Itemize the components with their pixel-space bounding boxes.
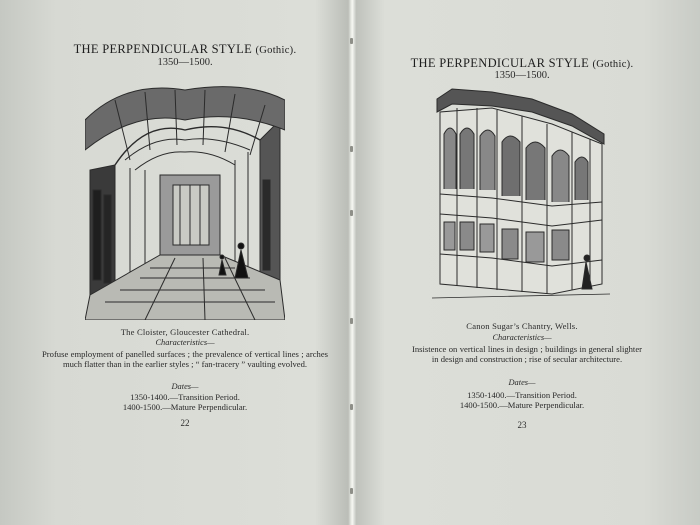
page-title-main: THE PERPENDICULAR STYLE (73, 42, 253, 56)
binding-stitch (350, 318, 353, 324)
page-title-suffix: (Gothic). (592, 59, 634, 70)
chantry-chapel-sketch-icon (432, 84, 610, 306)
characteristics-label: Characteristics— (492, 333, 552, 342)
book-gutter (348, 0, 356, 525)
page-title (372, 56, 672, 71)
binding-stitch (350, 488, 353, 494)
illustration-caption: Canon Sugar’s Chantry, Wells. (466, 321, 578, 331)
illustration-caption: The Cloister, Gloucester Cathedral. (120, 327, 250, 337)
characteristics-label: Characteristics— (155, 338, 215, 347)
page-years: 1350—1500. (157, 57, 213, 68)
left-page (30, 0, 340, 525)
dates-label: Dates— (508, 378, 536, 387)
page-number: 23 (517, 420, 527, 430)
page-title-main: THE PERPENDICULAR STYLE (410, 56, 590, 70)
binding-stitch (350, 210, 353, 216)
page-number: 22 (180, 418, 190, 428)
page-title-suffix: (Gothic). (255, 45, 297, 56)
page-title (30, 42, 340, 57)
dates-label: Dates— (171, 382, 199, 391)
binding-stitch (350, 404, 353, 410)
date-entry: 1400-1500.—Mature Perpendicular. (459, 400, 585, 410)
characteristics-text: Profuse employment of panelled surfaces ; the prevalence of vertical lines ; arches much flatter than in the earlier styles ; “ fan-tracery ” vaulting evolved. (42, 349, 328, 370)
characteristics-text: Insistence on vertical lines in design ; buildings in general slighter in design and construction ; rise of secular architecture. (412, 344, 642, 365)
binding-stitch (350, 146, 353, 152)
binding-stitch (350, 38, 353, 44)
date-entry: 1350-1400.—Transition Period. (130, 392, 240, 402)
date-entry: 1350-1400.—Transition Period. (467, 390, 577, 400)
right-page (372, 0, 672, 525)
page-years: 1350—1500. (494, 70, 550, 81)
cloister-vault-sketch-icon (85, 80, 285, 320)
date-entry: 1400-1500.—Mature Perpendicular. (122, 402, 248, 412)
